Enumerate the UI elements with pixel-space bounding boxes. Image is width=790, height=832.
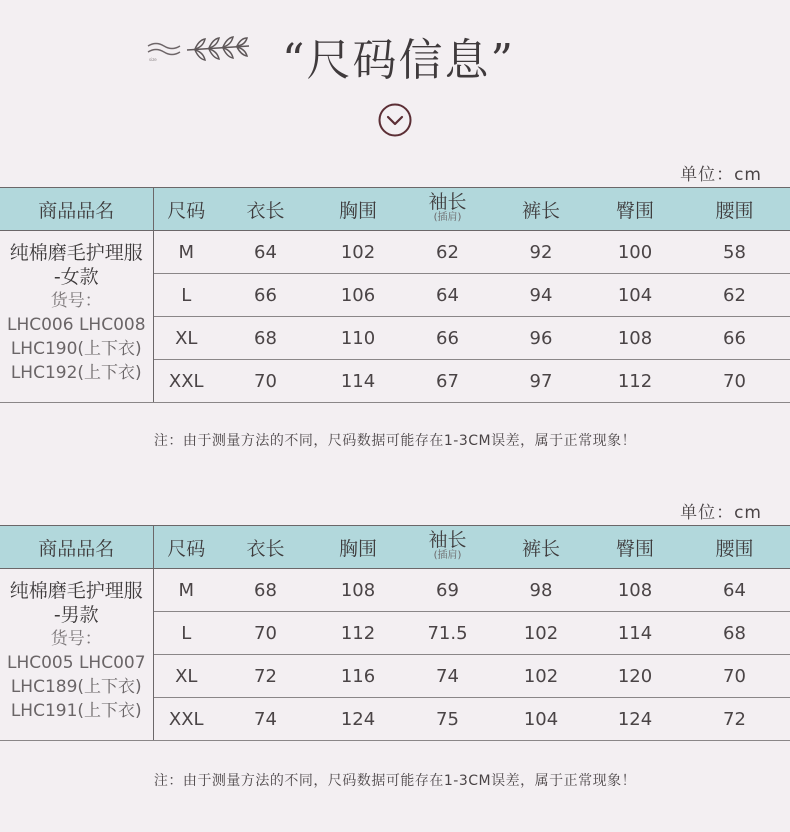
product-code: LHC191(上下衣) [10, 701, 142, 721]
table-header-row [0, 188, 790, 231]
product-code: LHC005 LHC007 [6, 653, 146, 673]
header-size: 尺码 [153, 526, 219, 569]
header-product-name: 商品品名 [0, 188, 153, 231]
cell-chest: 108 [312, 569, 404, 612]
cell-hip: 100 [591, 231, 679, 274]
product-variant: -女款 [53, 266, 99, 288]
cell-chest: 106 [312, 274, 404, 317]
svg-text:size: size [149, 57, 157, 62]
cell-pants-length: 102 [491, 655, 591, 698]
leaf-ornament-icon [145, 34, 255, 64]
cell-size: XL [153, 655, 219, 698]
section-header [0, 0, 790, 150]
cell-sleeve: 71.5 [404, 612, 491, 655]
cell-length: 70 [219, 612, 312, 655]
cell-hip: 124 [591, 698, 679, 741]
cell-pants-length: 97 [491, 360, 591, 403]
cell-sleeve: 62 [404, 231, 491, 274]
cell-waist: 58 [679, 231, 790, 274]
header-hip: 臀围 [591, 526, 679, 569]
product-code-label: 货号： [50, 629, 102, 649]
product-code-label: 货号： [50, 291, 102, 311]
cell-length: 72 [219, 655, 312, 698]
cell-length: 66 [219, 274, 312, 317]
size-table-men [0, 525, 790, 741]
sleeve-note: (插肩) [433, 550, 462, 561]
product-name-cell [0, 231, 153, 403]
cell-hip: 108 [591, 569, 679, 612]
cell-pants-length: 102 [491, 612, 591, 655]
header-sleeve: 袖长 (插肩) [404, 188, 491, 231]
cell-size: M [153, 569, 219, 612]
product-name-cell [0, 569, 153, 741]
cell-size: L [153, 612, 219, 655]
header-waist: 腰围 [679, 188, 790, 231]
unit-label: 单位：cm [680, 503, 762, 523]
product-variant: -男款 [53, 604, 99, 626]
cell-chest: 110 [312, 317, 404, 360]
header-sleeve: 袖长 (插肩) [404, 526, 491, 569]
chevron-down-icon [378, 103, 412, 137]
cell-sleeve: 64 [404, 274, 491, 317]
header-chest: 胸围 [312, 188, 404, 231]
header-hip: 臀围 [591, 188, 679, 231]
cell-length: 70 [219, 360, 312, 403]
measurement-note: 注：由于测量方法的不同，尺码数据可能存在1-3CM误差，属于正常现象！ [153, 433, 637, 449]
cell-chest: 112 [312, 612, 404, 655]
cell-waist: 68 [679, 612, 790, 655]
cell-pants-length: 96 [491, 317, 591, 360]
header-size: 尺码 [153, 188, 219, 231]
cell-sleeve: 67 [404, 360, 491, 403]
cell-sleeve: 69 [404, 569, 491, 612]
product-name: 纯棉磨毛护理服 [9, 242, 143, 264]
cell-sleeve: 74 [404, 655, 491, 698]
header-length: 衣长 [219, 526, 312, 569]
cell-size: XXL [153, 698, 219, 741]
product-code: LHC006 LHC008 [6, 315, 146, 335]
cell-pants-length: 92 [491, 231, 591, 274]
cell-hip: 120 [591, 655, 679, 698]
table-row [0, 231, 790, 274]
header-waist: 腰围 [679, 526, 790, 569]
cell-chest: 114 [312, 360, 404, 403]
cell-hip: 108 [591, 317, 679, 360]
header-pants-length: 裤长 [491, 526, 591, 569]
cell-chest: 124 [312, 698, 404, 741]
table-row [0, 569, 790, 612]
cell-pants-length: 98 [491, 569, 591, 612]
cell-hip: 114 [591, 612, 679, 655]
unit-label: 单位：cm [680, 165, 762, 185]
cell-chest: 102 [312, 231, 404, 274]
product-code: LHC189(上下衣) [10, 677, 142, 697]
header-pants-length: 裤长 [491, 188, 591, 231]
cell-pants-length: 94 [491, 274, 591, 317]
cell-hip: 104 [591, 274, 679, 317]
cell-length: 68 [219, 569, 312, 612]
product-code: LHC192(上下衣) [10, 363, 142, 383]
size-table-women [0, 187, 790, 403]
cell-sleeve: 75 [404, 698, 491, 741]
cell-size: XL [153, 317, 219, 360]
cell-waist: 66 [679, 317, 790, 360]
product-code: LHC190(上下衣) [10, 339, 142, 359]
cell-size: XXL [153, 360, 219, 403]
cell-sleeve: 66 [404, 317, 491, 360]
header-chest: 胸围 [312, 526, 404, 569]
sleeve-note: (插肩) [433, 212, 462, 223]
cell-pants-length: 104 [491, 698, 591, 741]
cell-waist: 70 [679, 360, 790, 403]
cell-length: 64 [219, 231, 312, 274]
cell-waist: 72 [679, 698, 790, 741]
header-length: 衣长 [219, 188, 312, 231]
cell-length: 74 [219, 698, 312, 741]
cell-size: M [153, 231, 219, 274]
cell-waist: 64 [679, 569, 790, 612]
cell-waist: 62 [679, 274, 790, 317]
page-title: “尺码信息” [282, 35, 515, 86]
cell-chest: 116 [312, 655, 404, 698]
cell-hip: 112 [591, 360, 679, 403]
header-product-name: 商品品名 [0, 526, 153, 569]
product-name: 纯棉磨毛护理服 [9, 580, 143, 602]
cell-size: L [153, 274, 219, 317]
cell-waist: 70 [679, 655, 790, 698]
measurement-note: 注：由于测量方法的不同，尺码数据可能存在1-3CM误差，属于正常现象！ [153, 773, 637, 789]
cell-length: 68 [219, 317, 312, 360]
table-header-row [0, 526, 790, 569]
